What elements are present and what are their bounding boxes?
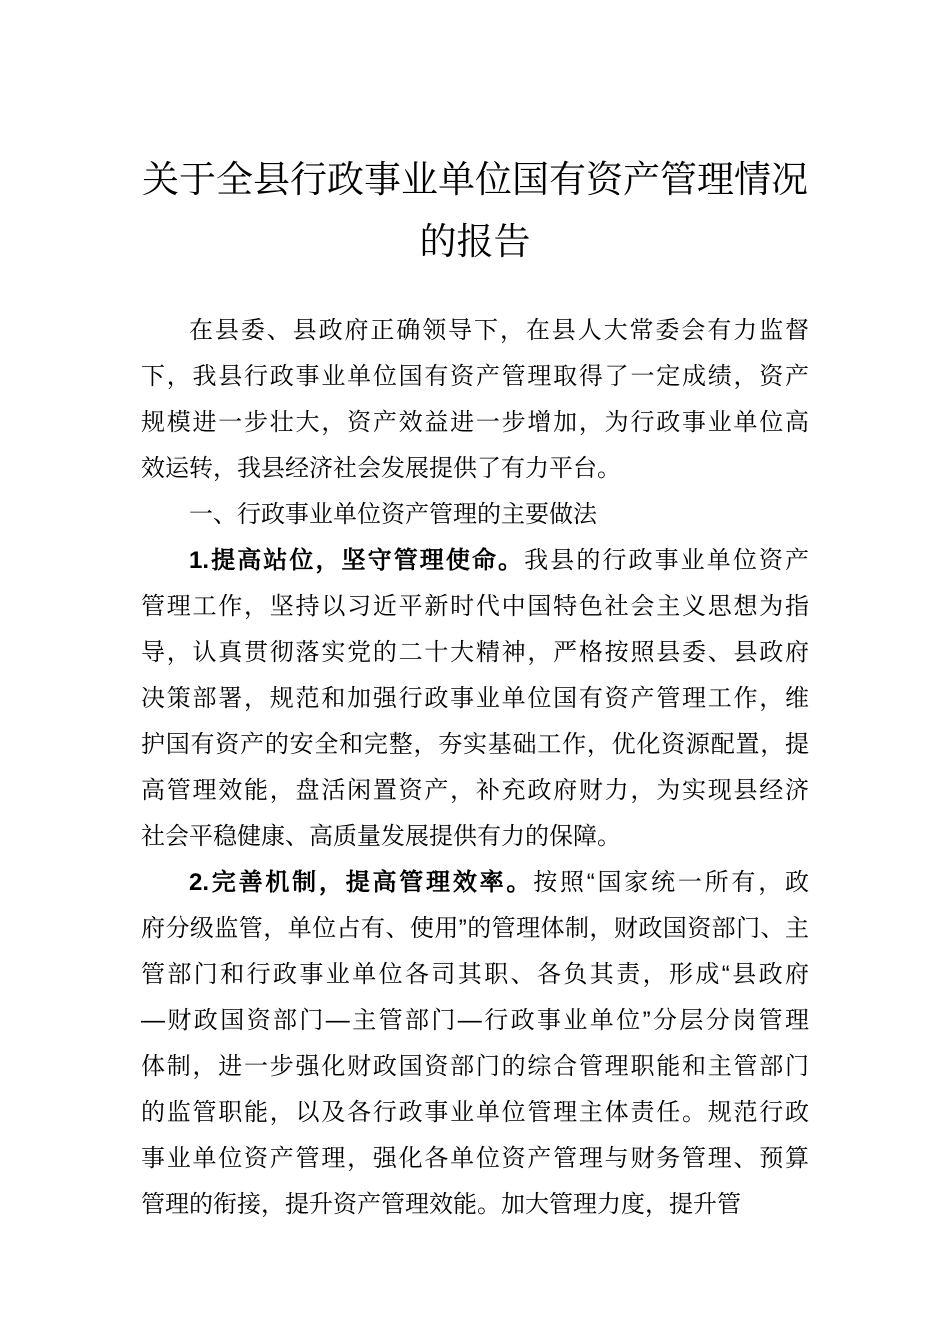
item-1-line: 社会平稳健康、高质量发展提供有力的保障。 [141,823,621,850]
paragraph-1-line: 在县委、县政府正确领导下，在县人大常委会有力监督 [189,317,809,344]
item-2-line: 管部门和行政事业单位各司其职、各负其责，形成“县政府 [141,961,809,988]
item-2-first-line [141,860,809,906]
document-title-line-2: 的报告 [419,222,531,263]
paragraph-1-line: 效运转，我县经济社会发展提供了有力平台。 [141,455,621,482]
paragraph-1-line: 规模进一步壮大，资产效益进一步增加，为行政事业单位高 [141,409,809,436]
item-2-line: 府分级监管，单位占有、使用”的管理体制，财政国资部门、主 [141,915,809,942]
section-1-heading: 一、行政事业单位资产管理的主要做法 [189,501,597,528]
item-1-line: 护国有资产的安全和完整，夯实基础工作，优化资源配置，提 [141,731,809,758]
item-2-line: 体制，进一步强化财政国资部门的综合管理职能和主管部门 [141,1053,809,1080]
item-2-line: 的监管职能，以及各行政事业单位管理主体责任。规范行政 [141,1099,809,1126]
item-2-first-line-rest: 按照“国家统一所有，政 [533,869,809,896]
item-2-line: 事业单位资产管理，强化各单位资产管理与财务管理、预算 [141,1145,809,1172]
item-1-line: 决策部署，规范和加强行政事业单位国有资产管理工作，维 [141,685,809,712]
item-2-line: —财政国资部门—主管部门—行政事业单位”分层分岗管理 [141,1007,809,1034]
item-1-line: 管理工作，坚持以习近平新时代中国特色社会主义思想为指 [141,593,809,620]
item-2-lead: 2.完善机制，提高管理效率。 [189,869,534,896]
paragraph-1-line: 下，我县行政事业单位国有资产管理取得了一定成绩，资产 [141,363,809,390]
item-1-first-line [141,538,809,584]
item-1-first-line-rest: 我县的行政事业单位资产 [524,547,809,574]
item-2-line: 管理的衔接，提升资产管理效能。加大管理力度，提升管 [141,1191,741,1218]
document-title-line-1: 关于全县行政事业单位国有资产管理情况 [142,160,808,201]
item-1-lead: 1.提高站位，坚守管理使命。 [189,547,525,574]
document-body [141,308,809,1228]
item-1-line: 高管理效能，盘活闲置资产，补充政府财力，为实现县经济 [141,777,809,804]
document-title [0,0,950,274]
item-1-line: 导，认真贯彻落实党的二十大精神，严格按照县委、县政府 [141,639,809,666]
